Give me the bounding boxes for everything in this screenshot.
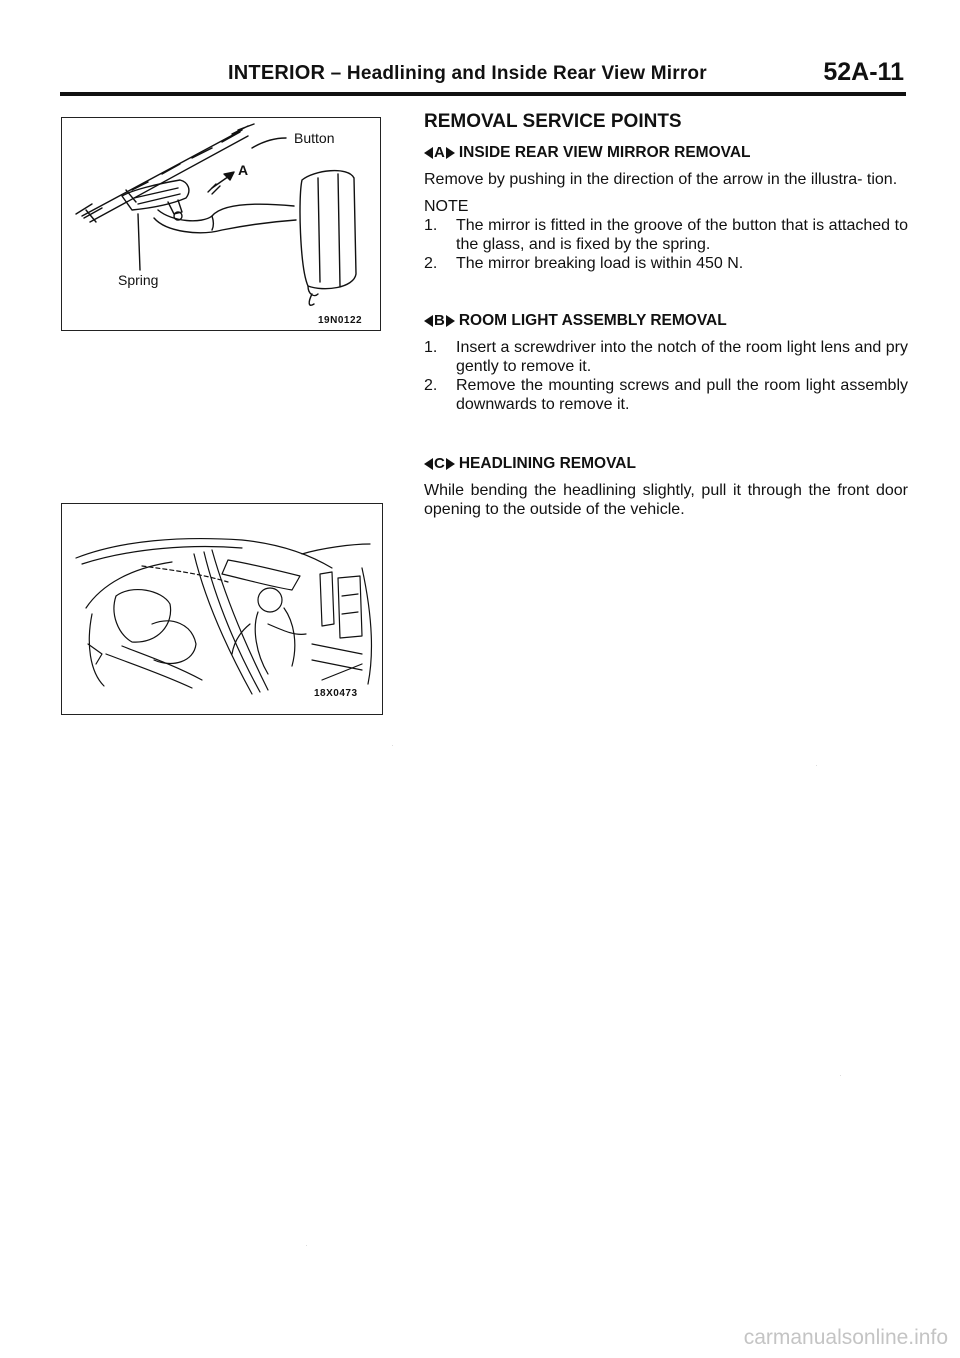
section-c-heading	[424, 454, 908, 473]
scan-speck	[840, 1075, 841, 1076]
list-item: 2. Remove the mounting screws and pull the room light assembly downwards to remove it.	[424, 377, 908, 413]
section-c-body: While bending the headlining slightly, pull it through the front door opening to the outside of the vehicle.	[424, 482, 908, 518]
step-list	[424, 338, 908, 414]
section-c	[424, 454, 908, 519]
header-dash: –	[330, 63, 342, 84]
headlining-illustration	[61, 503, 383, 715]
section-a-heading	[424, 143, 908, 162]
header-section: INTERIOR	[228, 62, 326, 84]
main-content	[424, 112, 908, 527]
vehicle-drawing	[62, 504, 382, 714]
service-marker-a: A	[424, 143, 455, 162]
button-label: Button	[294, 130, 335, 146]
section-b-heading-text: ROOM LIGHT ASSEMBLY REMOVAL	[458, 312, 727, 329]
section-a	[424, 143, 908, 273]
section-c-heading-text: HEADLINING REMOVAL	[458, 455, 636, 472]
section-b	[424, 311, 908, 414]
mirror-illustration	[61, 117, 381, 331]
header-subtitle: Headlining and Inside Rear View Mirror	[346, 63, 707, 84]
header-rule	[60, 92, 906, 96]
note-label: NOTE	[424, 198, 469, 215]
page-number: 52A-11	[823, 58, 904, 86]
scan-speck	[392, 745, 393, 746]
service-marker-b: B	[424, 311, 455, 330]
note-list	[424, 216, 908, 273]
list-item: 1. Insert a screwdriver into the notch of the room light lens and pry gently to remove it.	[424, 339, 908, 375]
service-marker-c: C	[424, 454, 455, 473]
arrow-a-label: A	[238, 162, 249, 178]
figure-code: 18X0473	[314, 688, 358, 699]
spring-label: Spring	[118, 272, 159, 288]
header-title	[228, 62, 707, 85]
section-a-heading-text: INSIDE REAR VIEW MIRROR REMOVAL	[458, 144, 751, 161]
list-item: 2. The mirror breaking load is within 450 N.	[424, 255, 744, 272]
section-b-heading	[424, 311, 908, 330]
section-a-body: Remove by pushing in the direction of the arrow in the illustra- tion.	[424, 171, 898, 188]
figure-code: 19N0122	[318, 315, 363, 326]
section-title: REMOVAL SERVICE POINTS	[424, 111, 682, 132]
page-header	[60, 58, 906, 94]
scan-speck	[816, 765, 817, 766]
list-item: 1. The mirror is fitted in the groove of the button that is attached to the glass, and is fixed by the spring.	[424, 217, 908, 253]
mirror-drawing	[62, 118, 380, 330]
scan-speck	[306, 1245, 307, 1246]
watermark: carmanualsonline.info	[743, 1326, 948, 1349]
